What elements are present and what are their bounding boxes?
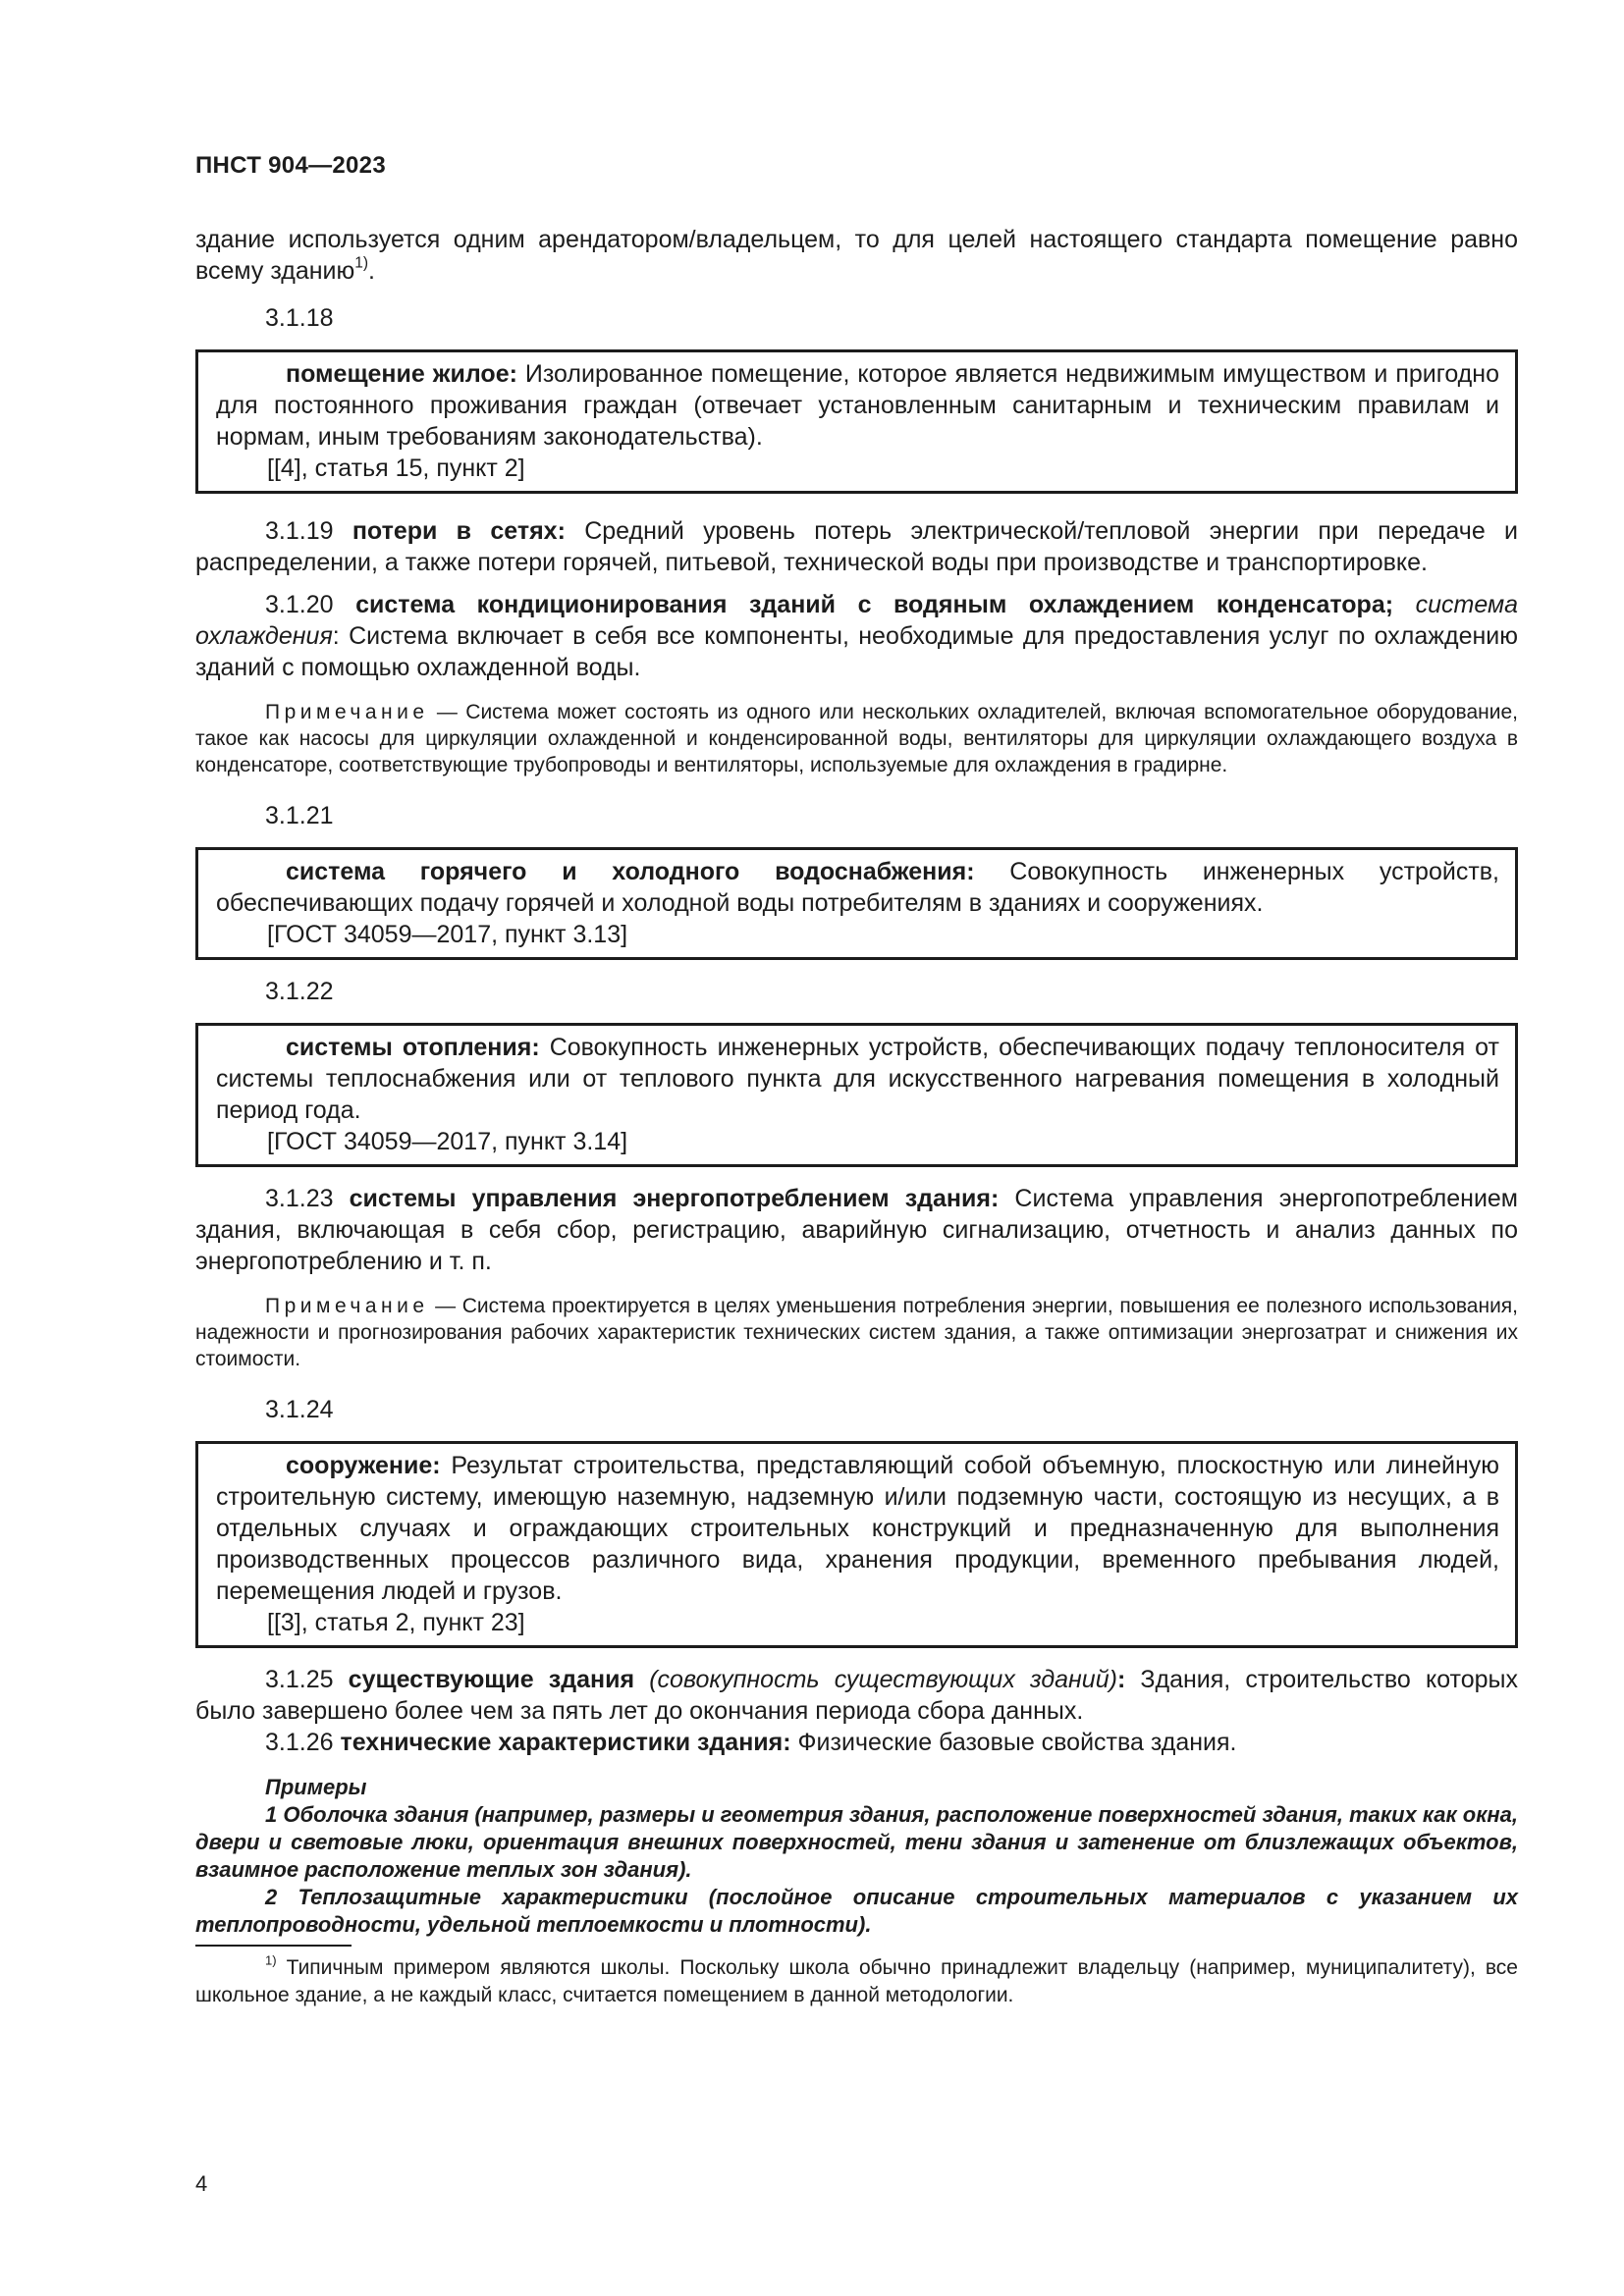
alt-term: (совокупность существующих зданий) bbox=[649, 1666, 1117, 1693]
clause-3-1-26: 3.1.26 технические характеристики здания: Физические базовые свойства здания. bbox=[265, 1729, 1237, 1756]
source-ref: [ГОСТ 34059—2017, пункт 3.14] bbox=[267, 1128, 628, 1155]
note-label: Примечание bbox=[265, 1295, 429, 1317]
clause-number-3-1-24: 3.1.24 bbox=[265, 1396, 334, 1423]
definition: Совокупность инженерных устройств, обеспечивающих подачу теплоносителя от системы теплоснабжения или от теплового пункта для искусственного нагревания помещения в холодный период года. bbox=[216, 1034, 1499, 1124]
footnote-separator bbox=[195, 1945, 352, 1947]
examples-heading: Примеры bbox=[265, 1775, 367, 1799]
definition-box-3-1-22 bbox=[195, 1023, 1518, 1167]
footnote-ref[interactable]: 1) bbox=[354, 254, 369, 272]
definition: : Система включает в себя все компоненты, необходимые для предоставления услуг по охлаждению зданий с помощью охлажденной воды. bbox=[195, 622, 1518, 681]
definition: Здания, строительство которых было завершено более чем за пять лет до окончания периода сбора данных. bbox=[195, 1666, 1518, 1725]
page-number: 4 bbox=[195, 2171, 208, 2196]
note-3-1-23: Примечание — Система проектируется в целях уменьшения потребления энергии, повышения ее полезного использования, надежности и прогнозирования рабочих характеристик технических систем здания, а также оптимизации энергозатрат и снижения их стоимости. bbox=[195, 1295, 1518, 1370]
term: сооружение: bbox=[286, 1452, 441, 1479]
term: существующие здания bbox=[348, 1666, 635, 1693]
definition: Физические базовые свойства здания. bbox=[790, 1729, 1237, 1756]
clause-number-3-1-18: 3.1.18 bbox=[265, 304, 334, 332]
definition: Совокупность инженерных устройств, обеспечивающих подачу горячей и холодной воды потребителям в зданиях и сооружениях. bbox=[216, 858, 1499, 917]
note-label: Примечание bbox=[265, 701, 429, 723]
clause-3-1-23: 3.1.23 системы управления энергопотреблением здания: Система управления энергопотреблением здания, включающая в себя сбор, регистрацию, аварийную сигнализацию, отчетность и анализ данных по энергопотреблению и т. п. bbox=[195, 1185, 1518, 1275]
alt-term: система охлаждения bbox=[195, 591, 1519, 650]
clause-3-1-19: 3.1.19 потери в сетях: Средний уровень потерь электрической/тепловой энергии при передаче и распределении, а также потери горячей, питьевой, технической воды при производстве и транспортировке. bbox=[195, 517, 1518, 576]
term: система кондиционирования зданий с водяным охлаждением конденсатора; bbox=[355, 591, 1394, 618]
clause-3-1-20: 3.1.20 система кондиционирования зданий с водяным охлаждением конденсатора; система охлаждения: Система включает в себя все компоненты, необходимые для предоставления услуг по охлаждению зданий с помощью охлажденной воды. bbox=[195, 591, 1519, 681]
term: технические характеристики здания: bbox=[340, 1729, 791, 1756]
definition-box-3-1-24 bbox=[195, 1441, 1518, 1648]
source-ref: [ГОСТ 34059—2017, пункт 3.13] bbox=[267, 921, 628, 948]
footnote: $^{1)}$ Типичным примером являются школы. Поскольку школа обычно принадлежит владельцу (например, муниципалитету), все школьное здание, а не каждый класс, считается помещением в данной методологии. bbox=[195, 1952, 1518, 2006]
term: помещение жилое: bbox=[286, 360, 517, 388]
term: системы управления энергопотреблением здания: bbox=[349, 1185, 1000, 1212]
clause-3-1-25: 3.1.25 существующие здания (совокупность существующих зданий): Здания, строительство которых было завершено более чем за пять лет до окончания периода сбора данных. bbox=[195, 1666, 1518, 1725]
definition: Система управления энергопотреблением здания, включающая в себя сбор, регистрацию, аварийную сигнализацию, отчетность и анализ данных по энергопотреблению и т. п. bbox=[195, 1185, 1518, 1275]
definition: Результат строительства, представляющий собой объемную, плоскостную или линейную строительную систему, имеющую наземную, надземную и/или подземную части, состоящую из несущих, а в отдельных случаях и ограждающих строительных конструкций и предназначенную для выполнения производственных процессов различного вида, хранения продукции, временного пребывания людей, перемещения людей и грузов. bbox=[216, 1452, 1499, 1605]
standard-code: ПНСТ 904—2023 bbox=[195, 152, 386, 179]
definition: Средний уровень потерь электрической/тепловой энергии при передаче и распределении, а также потери горячей, питьевой, технической воды при производстве и транспортировке. bbox=[195, 517, 1518, 576]
clause-number-3-1-22: 3.1.22 bbox=[265, 978, 334, 1005]
definition: Изолированное помещение, которое является недвижимым имуществом и пригодно для постоянного проживания граждан (отвечает установленным санитарным и техническим правилам и нормам, иным требованиям законодательства). bbox=[216, 360, 1499, 451]
definition-box-3-1-18 bbox=[195, 349, 1518, 494]
source-ref: [[3], статья 2, пункт 23] bbox=[267, 1609, 525, 1636]
page-content bbox=[195, 224, 1518, 2009]
footnote-marker: 1) bbox=[265, 1952, 277, 1968]
note-3-1-20: Примечание — Система может состоять из одного или нескольких охладителей, включая вспомогательное оборудование, такое как насосы для циркуляции охлажденной и конденсированной воды, вентиляторы для циркуляции охлаждающего воздуха в конденсаторе, соответствующие трубопроводы и вентиляторы, используемые для охлаждения в градирне. bbox=[195, 701, 1518, 776]
example-item: 2 Теплозащитные характеристики (послойное описание строительных материалов с указанием их теплопроводности, удельной теплоемкости и плотности). bbox=[195, 1885, 1518, 1937]
term: системы отопления: bbox=[286, 1034, 540, 1061]
definition-box-3-1-21 bbox=[195, 847, 1518, 960]
example-item: 1 Оболочка здания (например, размеры и геометрия здания, расположение поверхностей здания, таких как окна, двери и световые люки, ориентация внешних поверхностей, тени здания и затенение от близлежащих объектов, взаимное расположение теплых зон здания). bbox=[195, 1802, 1518, 1882]
term: система горячего и холодного водоснабжения: bbox=[286, 858, 975, 885]
source-ref: [[4], статья 15, пункт 2] bbox=[267, 454, 525, 482]
intro-paragraph: здание используется одним арендатором/владельцем, то для целей настоящего стандарта помещение равно всему зданию$^{1)}$. bbox=[195, 226, 1518, 285]
term: потери в сетях: bbox=[352, 517, 566, 545]
clause-number-3-1-21: 3.1.21 bbox=[265, 802, 334, 829]
